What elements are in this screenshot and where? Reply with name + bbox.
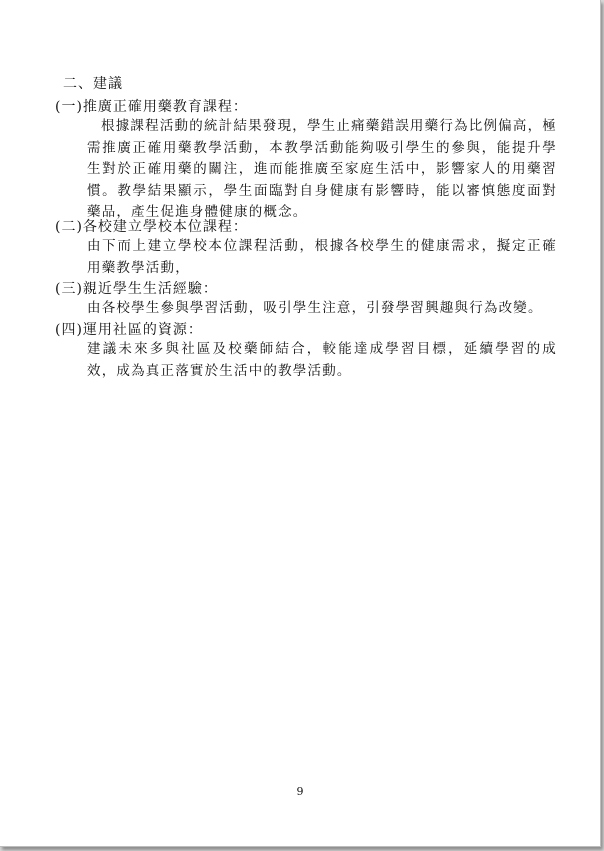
item-heading-4: (四)運用社區的資源： <box>55 322 203 338</box>
item-body-1: 根據課程活動的統計結果發現，學生止痛藥錯誤用藥行為比例偏高，極需推廣正確用藥教學活動，本教學活動能夠吸引學生的參與，能提升學生對於正確用藥的關注，進而能推廣至家庭生活中，影響家人的用藥習慣。教學結果顯示，學生面臨對自身健康有影響時，能以審慎態度面對藥品，產生促進身體健康的概念。 <box>87 118 557 220</box>
item-body-2: 由下而上建立學校本位課程活動，根據各校學生的健康需求，擬定正確用藥教學活動， <box>87 238 557 276</box>
item-heading-2: (二)各校建立學校本位課程： <box>55 219 248 235</box>
item-heading-1: (一)推廣正確用藥教育課程： <box>55 99 248 115</box>
page-number: 9 <box>296 785 304 798</box>
item-heading-3: (三)親近學生生活經驗： <box>55 281 218 297</box>
item-body-4: 建議未來多與社區及校藥師結合，較能達成學習目標，延續學習的成效，成為真正落實於生活中的教學活動。 <box>87 341 557 379</box>
item-body-3: 由各校學生參與學習活動，吸引學生注意，引發學習興趣與行為改變。 <box>87 300 543 316</box>
section-title: 二、建議 <box>63 76 123 92</box>
